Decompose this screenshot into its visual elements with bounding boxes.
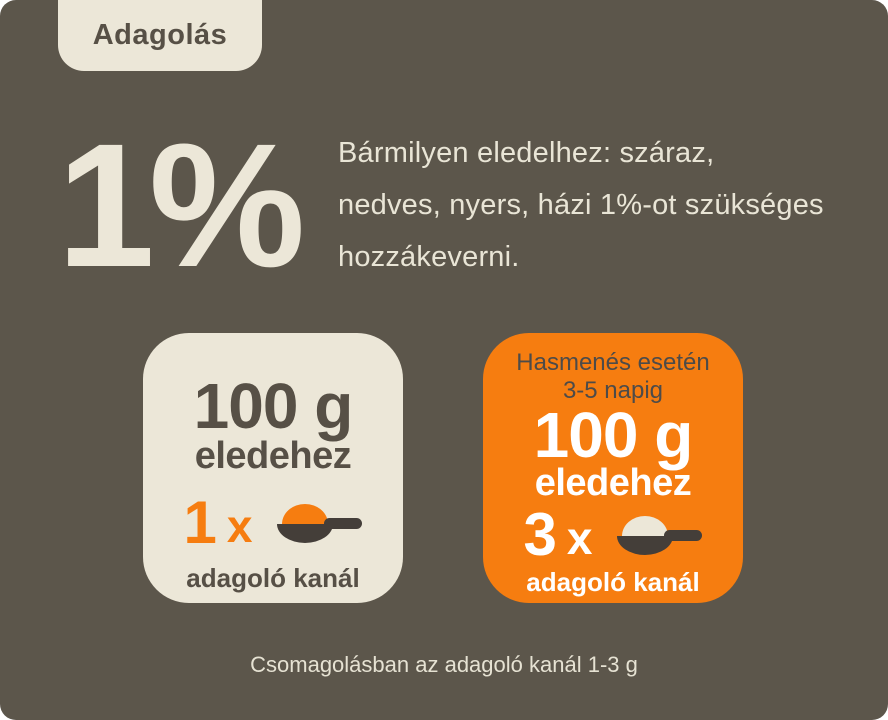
section-badge-label: Adagolás [92,19,228,51]
spoon-multiplier: 1 [183,489,217,556]
card-diarrhea-dose [483,333,743,603]
percent-headline: 1% [57,108,300,304]
amount-sub-text: eledehez [534,462,692,504]
section-badge [58,0,262,71]
dosing-description-line: nedves, nyers, házi 1%-ot szükséges [338,189,824,221]
dosing-description-line: hozzákeverni. [338,241,520,273]
card-normal-dose-content [143,333,403,603]
spoon-label: adagoló kanál [526,567,700,597]
times-symbol: x [566,512,593,564]
spoon-label: adagoló kanál [186,563,360,593]
card-normal-dose [143,333,403,603]
packaging-note: Csomagolásban az adagoló kanál 1-3 g [250,652,638,677]
spoon-multiplier: 3 [523,501,557,568]
dosing-description [338,127,824,283]
times-symbol: x [226,500,253,552]
dosing-spoon-icon [262,500,362,546]
spoon-dose-row [183,489,363,556]
dosing-description-line: Bármilyen eledelhez: száraz, [338,137,715,169]
condition-note-line: Hasmenés esetén [516,349,710,376]
condition-note-line: 3-5 napig [562,377,664,404]
amount-sub-text: eledehez [194,435,352,477]
card-diarrhea-dose-content [483,333,743,603]
amount-text: 100 g [193,370,353,442]
spoon-dose-row [523,501,703,568]
dosing-spoon-icon [602,512,702,558]
amount-text: 100 g [533,399,693,471]
